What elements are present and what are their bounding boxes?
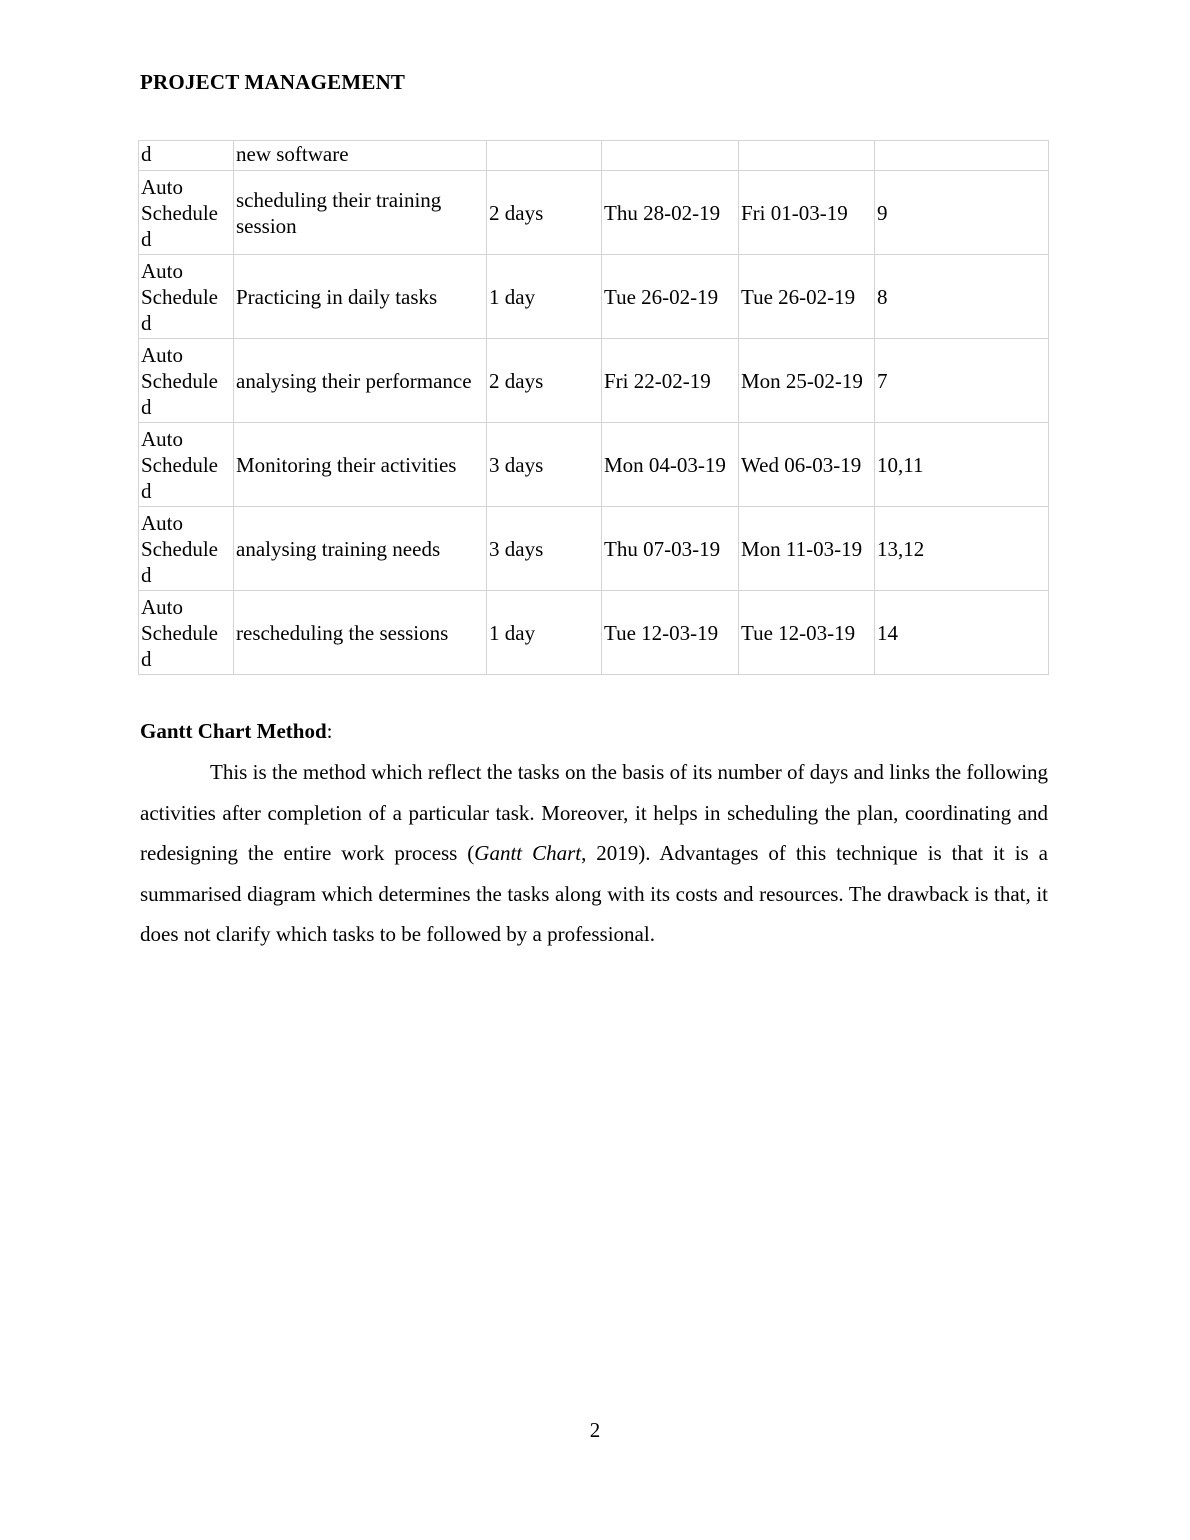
- start-cell: Thu 28-02-19: [602, 171, 739, 255]
- table-row: [139, 339, 1049, 423]
- finish-cell: [739, 141, 875, 171]
- start-cell: [602, 141, 739, 171]
- task-mode-cell: Auto Schedule d: [139, 255, 234, 339]
- start-cell: Fri 22-02-19: [602, 339, 739, 423]
- duration-cell: [487, 141, 602, 171]
- table-row: [139, 591, 1049, 675]
- task-mode-cell: Auto Schedule d: [139, 339, 234, 423]
- finish-cell: Tue 12-03-19: [739, 591, 875, 675]
- start-cell: Tue 12-03-19: [602, 591, 739, 675]
- task-name-cell: analysing their performance: [234, 339, 487, 423]
- task-name-cell: Monitoring their activities: [234, 423, 487, 507]
- duration-cell: 2 days: [487, 171, 602, 255]
- task-table: [138, 140, 1049, 675]
- section-heading-text: Gantt Chart Method: [140, 719, 327, 743]
- start-cell: Thu 07-03-19: [602, 507, 739, 591]
- task-name-cell: Practicing in daily tasks: [234, 255, 487, 339]
- task-mode-cell: Auto Schedule d: [139, 423, 234, 507]
- table-row: [139, 423, 1049, 507]
- citation-title: Gantt Chart: [474, 841, 582, 865]
- duration-cell: 3 days: [487, 423, 602, 507]
- predecessors-cell: 7: [875, 339, 1049, 423]
- duration-cell: 2 days: [487, 339, 602, 423]
- finish-cell: Fri 01-03-19: [739, 171, 875, 255]
- start-cell: Tue 26-02-19: [602, 255, 739, 339]
- task-mode-cell: Auto Schedule d: [139, 507, 234, 591]
- task-name-cell: scheduling their training session: [234, 171, 487, 255]
- predecessors-cell: [875, 141, 1049, 171]
- task-mode-cell: Auto Schedule d: [139, 591, 234, 675]
- running-header: PROJECT MANAGEMENT: [140, 70, 406, 94]
- table-row: [139, 171, 1049, 255]
- predecessors-cell: 10,11: [875, 423, 1049, 507]
- predecessors-cell: 14: [875, 591, 1049, 675]
- predecessors-cell: 8: [875, 255, 1049, 339]
- table-row: [139, 255, 1049, 339]
- duration-cell: 1 day: [487, 591, 602, 675]
- table-row: [139, 507, 1049, 591]
- predecessors-cell: 13,12: [875, 507, 1049, 591]
- finish-cell: Wed 06-03-19: [739, 423, 875, 507]
- predecessors-cell: 9: [875, 171, 1049, 255]
- paragraph-text-start: This is the method which reflect the tasks on the basis of its number of days and links the following activities after completion of a particular task. Moreover, it helps in scheduling the plan, coordinating and redesigning the entire work process (: [140, 760, 1048, 865]
- section-heading-colon: :: [326, 719, 333, 743]
- task-name-cell: analysing training needs: [234, 507, 487, 591]
- page-number: 2: [589, 1418, 601, 1442]
- table-row: [139, 141, 1049, 171]
- body-paragraph: [140, 752, 1048, 955]
- duration-cell: 1 day: [487, 255, 602, 339]
- finish-cell: Mon 11-03-19: [739, 507, 875, 591]
- task-mode-cell: Auto Schedule d: [139, 171, 234, 255]
- section-heading: [140, 719, 333, 744]
- task-name-cell: new software: [234, 141, 487, 171]
- task-name-cell: rescheduling the sessions: [234, 591, 487, 675]
- finish-cell: Tue 26-02-19: [739, 255, 875, 339]
- task-mode-cell: d: [139, 141, 234, 171]
- duration-cell: 3 days: [487, 507, 602, 591]
- paragraph-text-end: , 2019). Advantages of this technique is that it is a summarised diagram which determines the tasks along with its costs and resources. The drawback is that, it does not clarify which tasks to be followed by a professional.: [140, 841, 1048, 946]
- start-cell: Mon 04-03-19: [602, 423, 739, 507]
- finish-cell: Mon 25-02-19: [739, 339, 875, 423]
